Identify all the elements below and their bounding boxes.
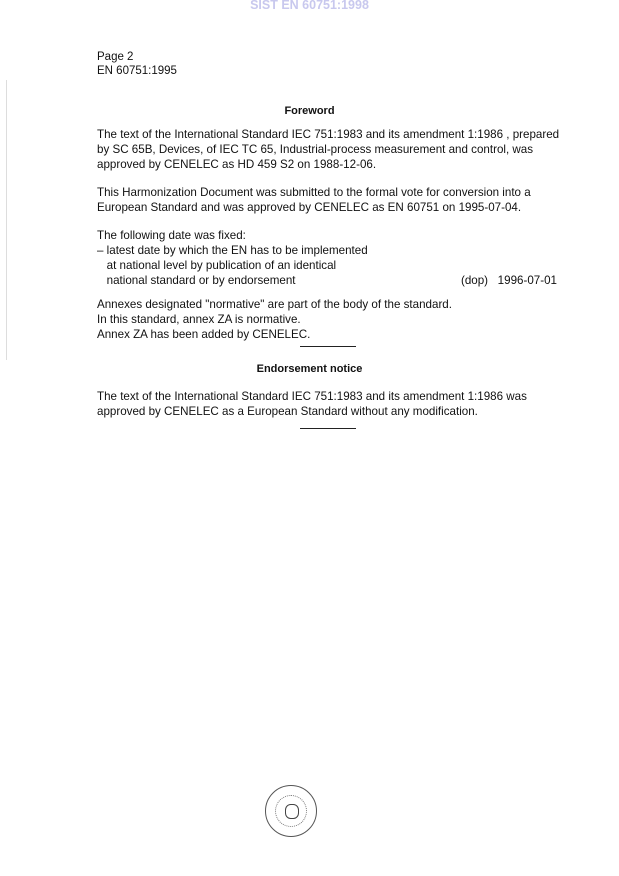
watermark: SIST EN 60751:1998 [250, 0, 369, 12]
institute-stamp [265, 785, 317, 837]
text-line: – latest date by which the EN has to be implemented [97, 244, 368, 257]
divider [300, 346, 356, 347]
foreword-paragraph-2 [97, 185, 565, 215]
foreword-paragraph-1 [97, 127, 565, 172]
date-row [97, 273, 557, 288]
stamp-emblem [285, 804, 299, 819]
text-line: Annexes designated "normative" are part of the body of the standard. [97, 298, 452, 311]
text-line: The text of the International Standard IEC 751:1983 and its amendment 1:1986 was [97, 390, 527, 403]
text-line: by SC 65B, Devices, of IEC TC 65, Industrial-process measurement and control, was [97, 143, 534, 156]
text-line: national standard or by endorsement [97, 274, 296, 287]
page-number: Page 2 [97, 51, 134, 63]
text-line: at national level by publication of an identical [97, 259, 337, 272]
text-line: Annex ZA has been added by CENELEC. [97, 328, 311, 341]
text-line: The text of the International Standard IEC 751:1983 and its amendment 1:1986 , prepared [97, 128, 560, 141]
endorsement-heading: Endorsement notice [256, 363, 363, 375]
foreword-paragraph-4 [97, 297, 565, 342]
text-line: approved by CENELEC as a European Standard without any modification. [97, 405, 478, 418]
text-line: approved by CENELEC as HD 459 S2 on 1988-12-06. [97, 158, 377, 171]
foreword-heading: Foreword [284, 105, 335, 117]
text-line: European Standard and was approved by CENELEC as EN 60751 on 1995-07-04. [97, 201, 522, 214]
dop-date: (dop) 1996-07-01 [460, 274, 557, 287]
endorsement-paragraph [97, 389, 565, 419]
scan-edge [6, 80, 7, 360]
document-id: EN 60751:1995 [97, 65, 177, 77]
divider [300, 428, 356, 429]
text-line: This Harmonization Document was submitted to the formal vote for conversion into a [97, 186, 531, 199]
text-line: In this standard, annex ZA is normative. [97, 313, 301, 326]
foreword-paragraph-3: The following date was fixed: [97, 229, 246, 242]
date-list [97, 243, 557, 288]
